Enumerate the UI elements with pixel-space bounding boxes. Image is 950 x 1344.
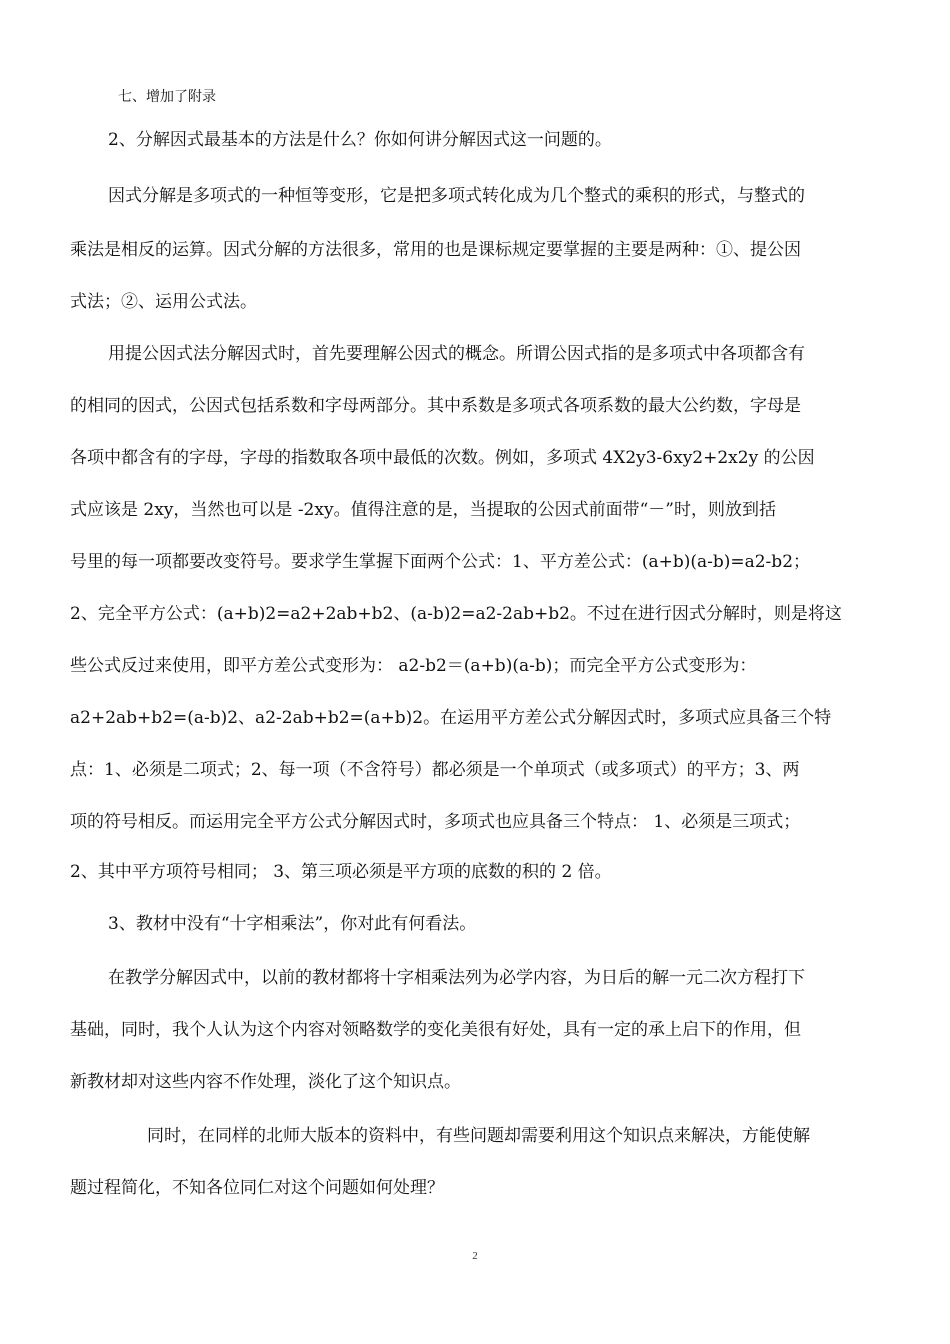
page-number: 2 [472, 1250, 478, 1262]
paragraph-line: 同时，在同样的北师大版本的资料中，有些问题却需要利用这个知识点来解决，方能使解 [147, 1126, 810, 1146]
paragraph-line: 题过程简化，不知各位同仁对这个问题如何处理？ [70, 1178, 444, 1198]
paragraph-line: 号里的每一项都要改变符号。要求学生掌握下面两个公式：1、平方差公式：(a+b)(a-b)=a2-b2； [70, 552, 811, 572]
paragraph-line: 用提公因式法分解因式时，首先要理解公因式的概念。所谓公因式指的是多项式中各项都含有 [108, 344, 805, 364]
paragraph-line: a2+2ab+b2=(a-b)2、a2-2ab+b2=(a+b)2。在运用平方差公式分解因式时，多项式应具备三个特 [70, 708, 832, 728]
paragraph-line: 在教学分解因式中，以前的教材都将十字相乘法列为必学内容，为日后的解一元二次方程打下 [108, 968, 805, 988]
paragraph-line: 因式分解是多项式的一种恒等变形，它是把多项式转化成为几个整式的乘积的形式，与整式的 [108, 186, 805, 206]
paragraph-line: 些公式反过来使用，即平方差公式变形为： a2-b2＝(a+b)(a-b)；而完全平方公式变形为： [70, 656, 757, 676]
paragraph-line: 的相同的因式，公因式包括系数和字母两部分。其中系数是多项式各项系数的最大公约数，字母是 [70, 396, 801, 416]
paragraph-line: 各项中都含有的字母，字母的指数取各项中最低的次数。例如，多项式 4X2y3-6xy2+2x2y 的公因 [70, 448, 815, 468]
paragraph-line: 式法；②、运用公式法。 [70, 292, 257, 312]
paragraph-line: 乘法是相反的运算。因式分解的方法很多，常用的也是课标规定要掌握的主要是两种：①、提公因 [70, 240, 801, 260]
paragraph-line: 式应该是 2xy，当然也可以是 -2xy。值得注意的是，当提取的公因式前面带“－”时，则放到括 [70, 500, 776, 520]
paragraph-line: 2、完全平方公式：(a+b)2=a2+2ab+b2、(a-b)2=a2-2ab+b2。不过在进行因式分解时，则是将这 [70, 604, 842, 624]
paragraph-line: 2、其中平方项符号相同； 3、第三项必须是平方项的底数的积的 2 倍。 [70, 862, 612, 882]
paragraph-line: 新教材却对这些内容不作处理，淡化了这个知识点。 [70, 1072, 461, 1092]
paragraph-line: 点：1、必须是二项式；2、每一项（不含符号）都必须是一个单项式（或多项式）的平方；3、两 [70, 760, 800, 780]
question-2-heading: 2、分解因式最基本的方法是什么？你如何讲分解因式这一问题的。 [108, 130, 612, 150]
question-3-heading: 3、教材中没有“十字相乘法”，你对此有何看法。 [108, 914, 477, 934]
paragraph-line: 基础，同时，我个人认为这个内容对领略数学的变化美很有好处，具有一定的承上启下的作用，但 [70, 1020, 801, 1040]
paragraph-line: 项的符号相反。而运用完全平方公式分解因式时，多项式也应具备三个特点： 1、必须是三项式； [70, 812, 801, 832]
section-heading-appendix: 七、增加了附录 [118, 89, 216, 105]
